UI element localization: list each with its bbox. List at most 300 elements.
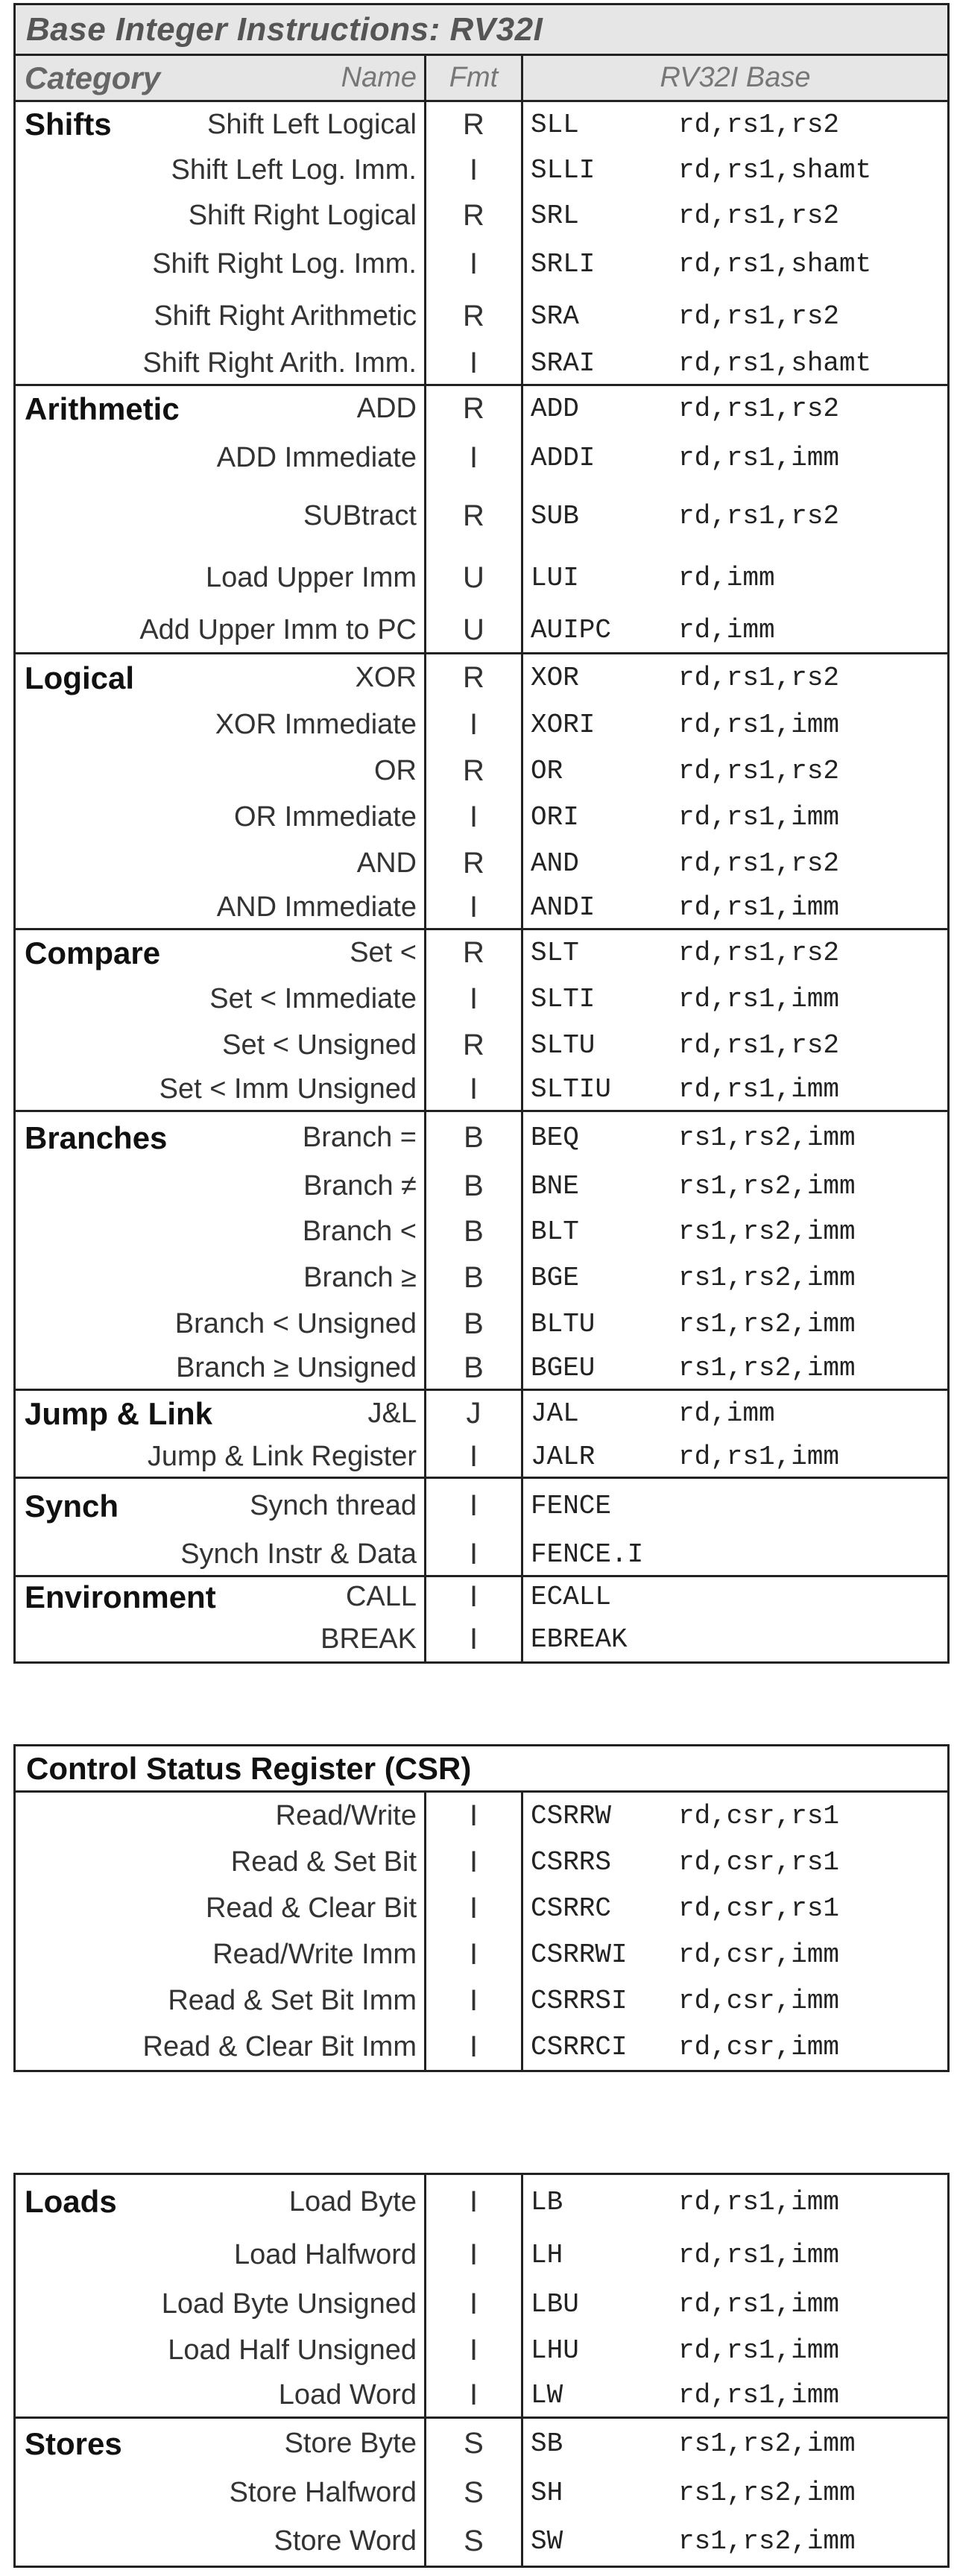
format-cell: R: [424, 748, 521, 794]
base-cell: [521, 794, 947, 840]
operands: rd,rs1,rs2: [678, 938, 840, 968]
base-cell: [521, 701, 947, 748]
instruction-name: OR: [374, 754, 417, 786]
mnemonic: BLT: [531, 1216, 579, 1247]
mnemonic: SRL: [531, 200, 579, 231]
instruction-row: [16, 1389, 947, 1436]
instruction-name: Set < Imm Unsigned: [159, 1073, 417, 1105]
format-cell: I: [424, 2281, 521, 2327]
format-cell: B: [424, 1254, 521, 1301]
instruction-name: Store Word: [274, 2525, 417, 2557]
instruction-name: Set < Unsigned: [222, 1029, 417, 1061]
instruction-row: [16, 1931, 947, 1977]
format-cell: U: [424, 607, 521, 652]
instruction-row: [16, 1575, 947, 1617]
mnemonic: JAL: [531, 1398, 579, 1429]
mnemonic: BEQ: [531, 1123, 579, 1153]
mnemonic: LBU: [531, 2288, 579, 2320]
mnemonic: JALR: [531, 1441, 596, 1472]
operands: rd,rs1,shamt: [678, 347, 872, 379]
mnemonic: ADDI: [531, 442, 596, 473]
instruction-name: Branch ≠: [303, 1169, 417, 1202]
mnemonic: CSRRW: [531, 1800, 612, 1831]
instruction-name: Read & Set Bit: [230, 1846, 417, 1878]
name-cell: [16, 2373, 424, 2416]
base-cell: [521, 840, 947, 886]
operands: rd,csr,rs1: [678, 1800, 840, 1831]
base-cell: [521, 1436, 947, 1477]
mnemonic: ORI: [531, 801, 579, 833]
mnemonic: EBREAK: [531, 1623, 628, 1655]
instruction-row: [16, 2416, 947, 2469]
category-label: Branches: [25, 1120, 168, 1155]
operands: rs1,rs2,imm: [678, 1352, 856, 1383]
header-category-name: [16, 56, 424, 100]
name-cell: [16, 386, 424, 432]
operands: rd,rs1,imm: [678, 1441, 840, 1472]
base-instructions-table: [13, 3, 950, 1664]
instruction-name: Shift Right Log. Imm.: [152, 247, 417, 280]
category-label: Jump & Link: [25, 1395, 213, 1431]
operands: rd,rs1,imm: [678, 983, 840, 1014]
instruction-row: [16, 840, 947, 886]
name-cell: [16, 1839, 424, 1885]
instruction-row: [16, 2281, 947, 2327]
instruction-row: [16, 484, 947, 548]
instruction-row: [16, 548, 947, 607]
instruction-row: [16, 432, 947, 484]
instruction-row: [16, 1301, 947, 1347]
instruction-row: [16, 1793, 947, 1839]
name-cell: [16, 2175, 424, 2229]
name-cell: [16, 1347, 424, 1389]
base-cell: [521, 386, 947, 432]
instruction-row: [16, 2175, 947, 2229]
operands: rd,csr,imm: [678, 2031, 840, 2062]
instruction-row: [16, 794, 947, 840]
mnemonic: CSRRSI: [531, 1985, 628, 2016]
instruction-row: [16, 976, 947, 1022]
base-cell: [521, 432, 947, 484]
category-label: Compare: [25, 935, 161, 970]
operands: rd,csr,rs1: [678, 1892, 840, 1924]
mnemonic: SLL: [531, 109, 579, 140]
mnemonic: AUIPC: [531, 614, 612, 645]
instruction-row: [16, 384, 947, 432]
base-cell: [521, 1208, 947, 1254]
name-cell: [16, 2229, 424, 2281]
mnemonic: SLT: [531, 938, 579, 968]
instruction-name: Shift Right Arith. Imm.: [142, 347, 417, 379]
instruction-row: [16, 748, 947, 794]
operands: rd,rs1,rs2: [678, 300, 840, 332]
name-cell: [16, 147, 424, 193]
operands: rd,rs1,rs2: [678, 1029, 840, 1061]
operands: rd,rs1,rs2: [678, 755, 840, 786]
name-cell: [16, 1885, 424, 1931]
format-cell: I: [424, 1931, 521, 1977]
instruction-name: Read & Set Bit Imm: [168, 1984, 417, 2016]
operands: rd,rs1,rs2: [678, 663, 840, 693]
instruction-row: [16, 1977, 947, 2024]
format-cell: I: [424, 2024, 521, 2070]
mnemonic: XORI: [531, 709, 596, 740]
instruction-name: Shift Left Logical: [207, 108, 417, 140]
format-cell: I: [424, 2175, 521, 2229]
format-cell: I: [424, 1436, 521, 1477]
instruction-name: Branch < Unsigned: [174, 1307, 417, 1339]
mnemonic: SRAI: [531, 347, 596, 379]
base-cell: [521, 193, 947, 238]
format-cell: R: [424, 484, 521, 548]
name-cell: [16, 2281, 424, 2327]
instruction-row: [16, 928, 947, 976]
base-cell: [521, 1617, 947, 1661]
format-cell: B: [424, 1164, 521, 1208]
mnemonic: SW: [531, 2525, 563, 2557]
format-cell: R: [424, 290, 521, 342]
instruction-name: XOR Immediate: [215, 708, 417, 740]
instruction-name: AND Immediate: [216, 891, 417, 923]
mnemonic: CSRRS: [531, 1846, 612, 1878]
name-cell: [16, 2024, 424, 2070]
format-cell: I: [424, 1977, 521, 2024]
base-cell: [521, 1391, 947, 1436]
format-cell: R: [424, 930, 521, 976]
header-base: RV32I Base: [521, 56, 947, 100]
instruction-row: [16, 652, 947, 701]
format-cell: I: [424, 1479, 521, 1533]
name-cell: [16, 1208, 424, 1254]
operands: rd,csr,imm: [678, 1939, 840, 1970]
base-cell: [521, 2281, 947, 2327]
base-cell: [521, 2469, 947, 2516]
instruction-name: ADD: [356, 393, 417, 424]
mnemonic: FENCE.I: [531, 1538, 644, 1570]
instruction-name: XOR: [355, 662, 417, 693]
name-cell: [16, 1479, 424, 1533]
operands: rd,rs1,imm: [678, 2288, 840, 2320]
operands: rd,rs1,rs2: [678, 847, 840, 879]
format-cell: S: [424, 2419, 521, 2469]
instruction-name: Read & Clear Bit Imm: [142, 2030, 417, 2062]
format-cell: I: [424, 886, 521, 928]
instruction-name: SUBtract: [303, 499, 417, 531]
name-cell: [16, 1577, 424, 1617]
operands: rd,rs1,shamt: [678, 154, 872, 186]
instruction-row: [16, 193, 947, 238]
instruction-row: [16, 1436, 947, 1477]
instruction-row: [16, 238, 947, 290]
instruction-row: [16, 342, 947, 384]
name-cell: [16, 290, 424, 342]
mnemonic: SUB: [531, 500, 579, 531]
instruction-row: [16, 1164, 947, 1208]
name-cell: [16, 102, 424, 147]
instruction-name: Load Half Unsigned: [168, 2334, 417, 2366]
format-cell: B: [424, 1208, 521, 1254]
operands: rd,rs1,rs2: [678, 500, 840, 531]
operands: rs1,rs2,imm: [678, 2428, 856, 2459]
instruction-name: Load Word: [278, 2378, 417, 2411]
base-cell: [521, 976, 947, 1022]
instruction-name: Read & Clear Bit: [205, 1892, 417, 1924]
operands: rd,imm: [678, 562, 775, 593]
instruction-name: Branch ≥ Unsigned: [176, 1351, 417, 1383]
mnemonic: AND: [531, 847, 579, 879]
base-cell: [521, 1022, 947, 1068]
instruction-name: Synch Instr & Data: [180, 1538, 417, 1570]
instruction-row: [16, 886, 947, 928]
name-cell: [16, 1112, 424, 1164]
mnemonic: SLTI: [531, 983, 596, 1014]
instruction-name: Branch =: [302, 1122, 417, 1153]
mem-rows: [16, 2175, 947, 2566]
base-cell: [521, 238, 947, 290]
name-cell: [16, 976, 424, 1022]
format-cell: I: [424, 342, 521, 384]
name-cell: [16, 484, 424, 548]
format-cell: B: [424, 1347, 521, 1389]
category-label: Stores: [25, 2425, 122, 2461]
format-cell: I: [424, 1839, 521, 1885]
operands: rd,rs1,rs2: [678, 200, 840, 231]
base-cell: [521, 484, 947, 548]
operands: rd,csr,imm: [678, 1985, 840, 2016]
format-cell: I: [424, 1068, 521, 1110]
mnemonic: SLLI: [531, 154, 596, 186]
instruction-row: [16, 1839, 947, 1885]
operands: rs1,rs2,imm: [678, 2477, 856, 2508]
instruction-row: [16, 102, 947, 147]
operands: rs1,rs2,imm: [678, 1170, 856, 1202]
name-cell: [16, 1391, 424, 1436]
mnemonic: CSRRWI: [531, 1939, 628, 1970]
name-cell: [16, 748, 424, 794]
instruction-name: Jump & Link Register: [147, 1440, 417, 1472]
base-cell: [521, 1479, 947, 1533]
instruction-row: [16, 1208, 947, 1254]
mnemonic: LUI: [531, 562, 579, 593]
table-title: Base Integer Instructions: RV32I: [26, 10, 543, 48]
base-rows: [16, 102, 947, 1661]
instruction-name: Set <: [350, 937, 417, 968]
instruction-row: [16, 1477, 947, 1533]
category-label: Logical: [25, 660, 135, 695]
base-cell: [521, 1931, 947, 1977]
name-cell: [16, 1254, 424, 1301]
operands: rd,rs1,imm: [678, 2379, 840, 2411]
csr-rows: [16, 1793, 947, 2070]
name-cell: [16, 1617, 424, 1661]
name-cell: [16, 432, 424, 484]
instruction-row: [16, 1022, 947, 1068]
format-cell: I: [424, 1533, 521, 1575]
base-cell: [521, 2327, 947, 2373]
instruction-name: Synch thread: [250, 1490, 417, 1521]
instruction-name: Shift Right Logical: [188, 199, 417, 231]
mnemonic: CSRRCI: [531, 2031, 628, 2062]
format-cell: R: [424, 102, 521, 147]
instruction-name: Read/Write Imm: [212, 1938, 417, 1970]
category-label: Shifts: [25, 107, 112, 142]
base-cell: [521, 2024, 947, 2070]
name-cell: [16, 193, 424, 238]
base-cell: [521, 2229, 947, 2281]
base-cell: [521, 2175, 947, 2229]
operands: rs1,rs2,imm: [678, 1123, 856, 1153]
header-fmt: Fmt: [424, 56, 521, 100]
category-label: Loads: [25, 2184, 117, 2219]
category-label: Synch: [25, 1488, 119, 1524]
format-cell: I: [424, 2229, 521, 2281]
instruction-row: [16, 1885, 947, 1931]
mnemonic: BLTU: [531, 1308, 596, 1339]
name-cell: [16, 1793, 424, 1839]
base-cell: [521, 1577, 947, 1617]
format-cell: I: [424, 1617, 521, 1661]
operands: rd,imm: [678, 1398, 775, 1429]
mnemonic: LHU: [531, 2334, 579, 2366]
name-cell: [16, 2469, 424, 2516]
instruction-row: [16, 1254, 947, 1301]
base-cell: [521, 290, 947, 342]
mnemonic: ECALL: [531, 1582, 612, 1612]
instruction-row: [16, 1068, 947, 1110]
instruction-name: Store Halfword: [229, 2476, 417, 2508]
base-cell: [521, 1347, 947, 1389]
name-cell: [16, 1931, 424, 1977]
instruction-row: [16, 1617, 947, 1661]
operands: rd,rs1,imm: [678, 1073, 840, 1105]
instruction-row: [16, 147, 947, 193]
name-cell: [16, 1977, 424, 2024]
format-cell: I: [424, 2373, 521, 2416]
instruction-name: Read/Write: [275, 1799, 417, 1831]
csr-title: Control Status Register (CSR): [26, 1750, 472, 1786]
base-cell: [521, 748, 947, 794]
format-cell: I: [424, 701, 521, 748]
instruction-row: [16, 2024, 947, 2070]
base-cell: [521, 548, 947, 607]
base-cell: [521, 1254, 947, 1301]
operands: rd,rs1,imm: [678, 891, 840, 923]
format-cell: I: [424, 2327, 521, 2373]
base-cell: [521, 930, 947, 976]
format-cell: R: [424, 840, 521, 886]
mnemonic: SLTIU: [531, 1073, 612, 1105]
base-cell: [521, 1977, 947, 2024]
csr-title-row: [16, 1746, 947, 1793]
operands: rd,rs1,imm: [678, 709, 840, 740]
instruction-row: [16, 1110, 947, 1164]
format-cell: I: [424, 1793, 521, 1839]
mnemonic: SRA: [531, 300, 579, 332]
name-cell: [16, 654, 424, 701]
instruction-name: BREAK: [320, 1623, 417, 1655]
base-cell: [521, 1839, 947, 1885]
instruction-row: [16, 2516, 947, 2566]
mnemonic: BGE: [531, 1262, 579, 1293]
base-cell: [521, 102, 947, 147]
format-cell: I: [424, 1577, 521, 1617]
category-label: Arithmetic: [25, 391, 180, 426]
base-cell: [521, 2373, 947, 2416]
operands: rs1,rs2,imm: [678, 1262, 856, 1293]
base-cell: [521, 1793, 947, 1839]
operands: rd,csr,rs1: [678, 1846, 840, 1878]
format-cell: I: [424, 147, 521, 193]
mnemonic: SB: [531, 2428, 563, 2459]
format-cell: R: [424, 386, 521, 432]
operands: rd,rs1,imm: [678, 2334, 840, 2366]
base-cell: [521, 2419, 947, 2469]
csr-table: [13, 1744, 950, 2072]
format-cell: R: [424, 654, 521, 701]
instruction-row: [16, 2229, 947, 2281]
instruction-name: Load Byte Unsigned: [161, 2288, 417, 2320]
instruction-row: [16, 701, 947, 748]
name-cell: [16, 701, 424, 748]
instruction-row: [16, 2373, 947, 2416]
header-row: [16, 56, 947, 102]
base-cell: [521, 2516, 947, 2566]
name-cell: [16, 1301, 424, 1347]
format-cell: R: [424, 1022, 521, 1068]
instruction-row: [16, 607, 947, 652]
name-cell: [16, 886, 424, 928]
mnemonic: BGEU: [531, 1352, 596, 1383]
header-name: Name: [341, 62, 417, 93]
base-cell: [521, 147, 947, 193]
instruction-row: [16, 2327, 947, 2373]
mnemonic: SLTU: [531, 1029, 596, 1061]
mnemonic: XOR: [531, 663, 579, 693]
base-cell: [521, 1164, 947, 1208]
name-cell: [16, 1533, 424, 1575]
operands: rd,rs1,rs2: [678, 109, 840, 140]
format-cell: J: [424, 1391, 521, 1436]
mnemonic: SRLI: [531, 248, 596, 280]
format-cell: I: [424, 432, 521, 484]
instruction-name: ADD Immediate: [216, 441, 417, 473]
operands: rd,rs1,imm: [678, 801, 840, 833]
mnemonic: LW: [531, 2379, 563, 2411]
base-cell: [521, 654, 947, 701]
name-cell: [16, 2516, 424, 2566]
operands: rs1,rs2,imm: [678, 1216, 856, 1247]
instruction-name: Branch <: [302, 1215, 417, 1247]
operands: rs1,rs2,imm: [678, 2525, 856, 2557]
instruction-row: [16, 1347, 947, 1389]
name-cell: [16, 840, 424, 886]
operands: rd,rs1,shamt: [678, 248, 872, 280]
category-label: Environment: [25, 1579, 216, 1614]
mnemonic: BNE: [531, 1170, 579, 1202]
mnemonic: FENCE: [531, 1491, 612, 1521]
base-cell: [521, 1068, 947, 1110]
name-cell: [16, 238, 424, 290]
instruction-name: Branch ≥: [303, 1261, 417, 1293]
instruction-name: Shift Right Arithmetic: [154, 300, 417, 332]
base-cell: [521, 1885, 947, 1931]
mnemonic: ANDI: [531, 891, 596, 923]
format-cell: B: [424, 1301, 521, 1347]
format-cell: B: [424, 1112, 521, 1164]
mnemonic: OR: [531, 755, 563, 786]
instruction-name: Add Upper Imm to PC: [139, 613, 417, 645]
instruction-name: AND: [356, 847, 417, 879]
